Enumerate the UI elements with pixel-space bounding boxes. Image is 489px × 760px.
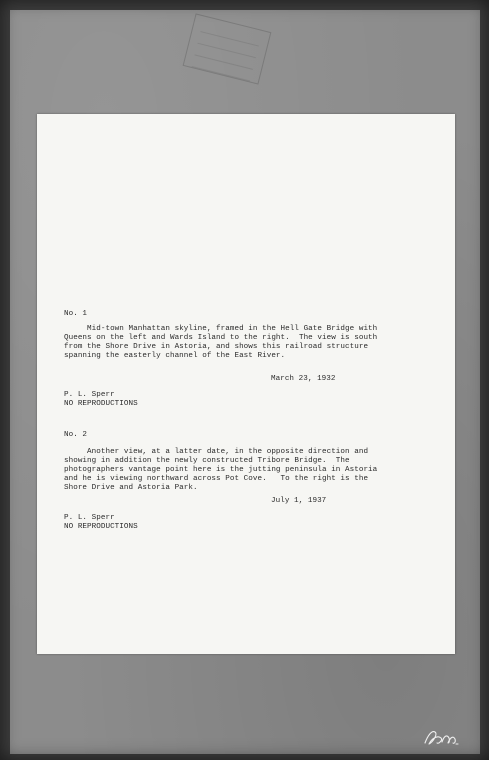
entry-1-line-1: Mid-town Manhattan skyline, framed in the Hell Gate Bridge with [64, 325, 378, 333]
entry-1-photographer: P. L. Sperr [64, 391, 115, 399]
entry-2-photographer: P. L. Sperr [64, 514, 115, 522]
entry-2-line-2: showing in addition the newly constructed Tribore Bridge. The [64, 457, 350, 465]
entry-2-line-5: Shore Drive and Astoria Park. [64, 484, 198, 492]
entry-2-note: NO REPRODUCTIONS [64, 523, 138, 531]
entry-1-line-4: spanning the easterly channel of the East River. [64, 352, 286, 360]
entry-2-date: July 1, 1937 [271, 497, 327, 505]
entry-2-line-1: Another view, at a latter date, in the opposite direction and [64, 448, 369, 456]
typed-caption-sheet [37, 114, 455, 654]
entry-2-line-3: photographers vantage point here is the jutting peninsula in Astoria [64, 466, 378, 474]
entry-1-line-2: Queens on the left and Wards Island to the right. The view is south [64, 334, 378, 342]
entry-1-line-3: from the Shore Drive in Astoria, and shows this railroad structure [64, 343, 369, 351]
entry-2-line-4: and he is viewing northward across Pot Cove. To the right is the [64, 475, 369, 483]
entry-1-number: No. 1 [64, 310, 88, 318]
entry-1-note: NO REPRODUCTIONS [64, 400, 138, 408]
entry-2-number: No. 2 [64, 431, 88, 439]
entry-1-date: March 23, 1932 [271, 375, 336, 383]
handwritten-initials [422, 726, 462, 748]
